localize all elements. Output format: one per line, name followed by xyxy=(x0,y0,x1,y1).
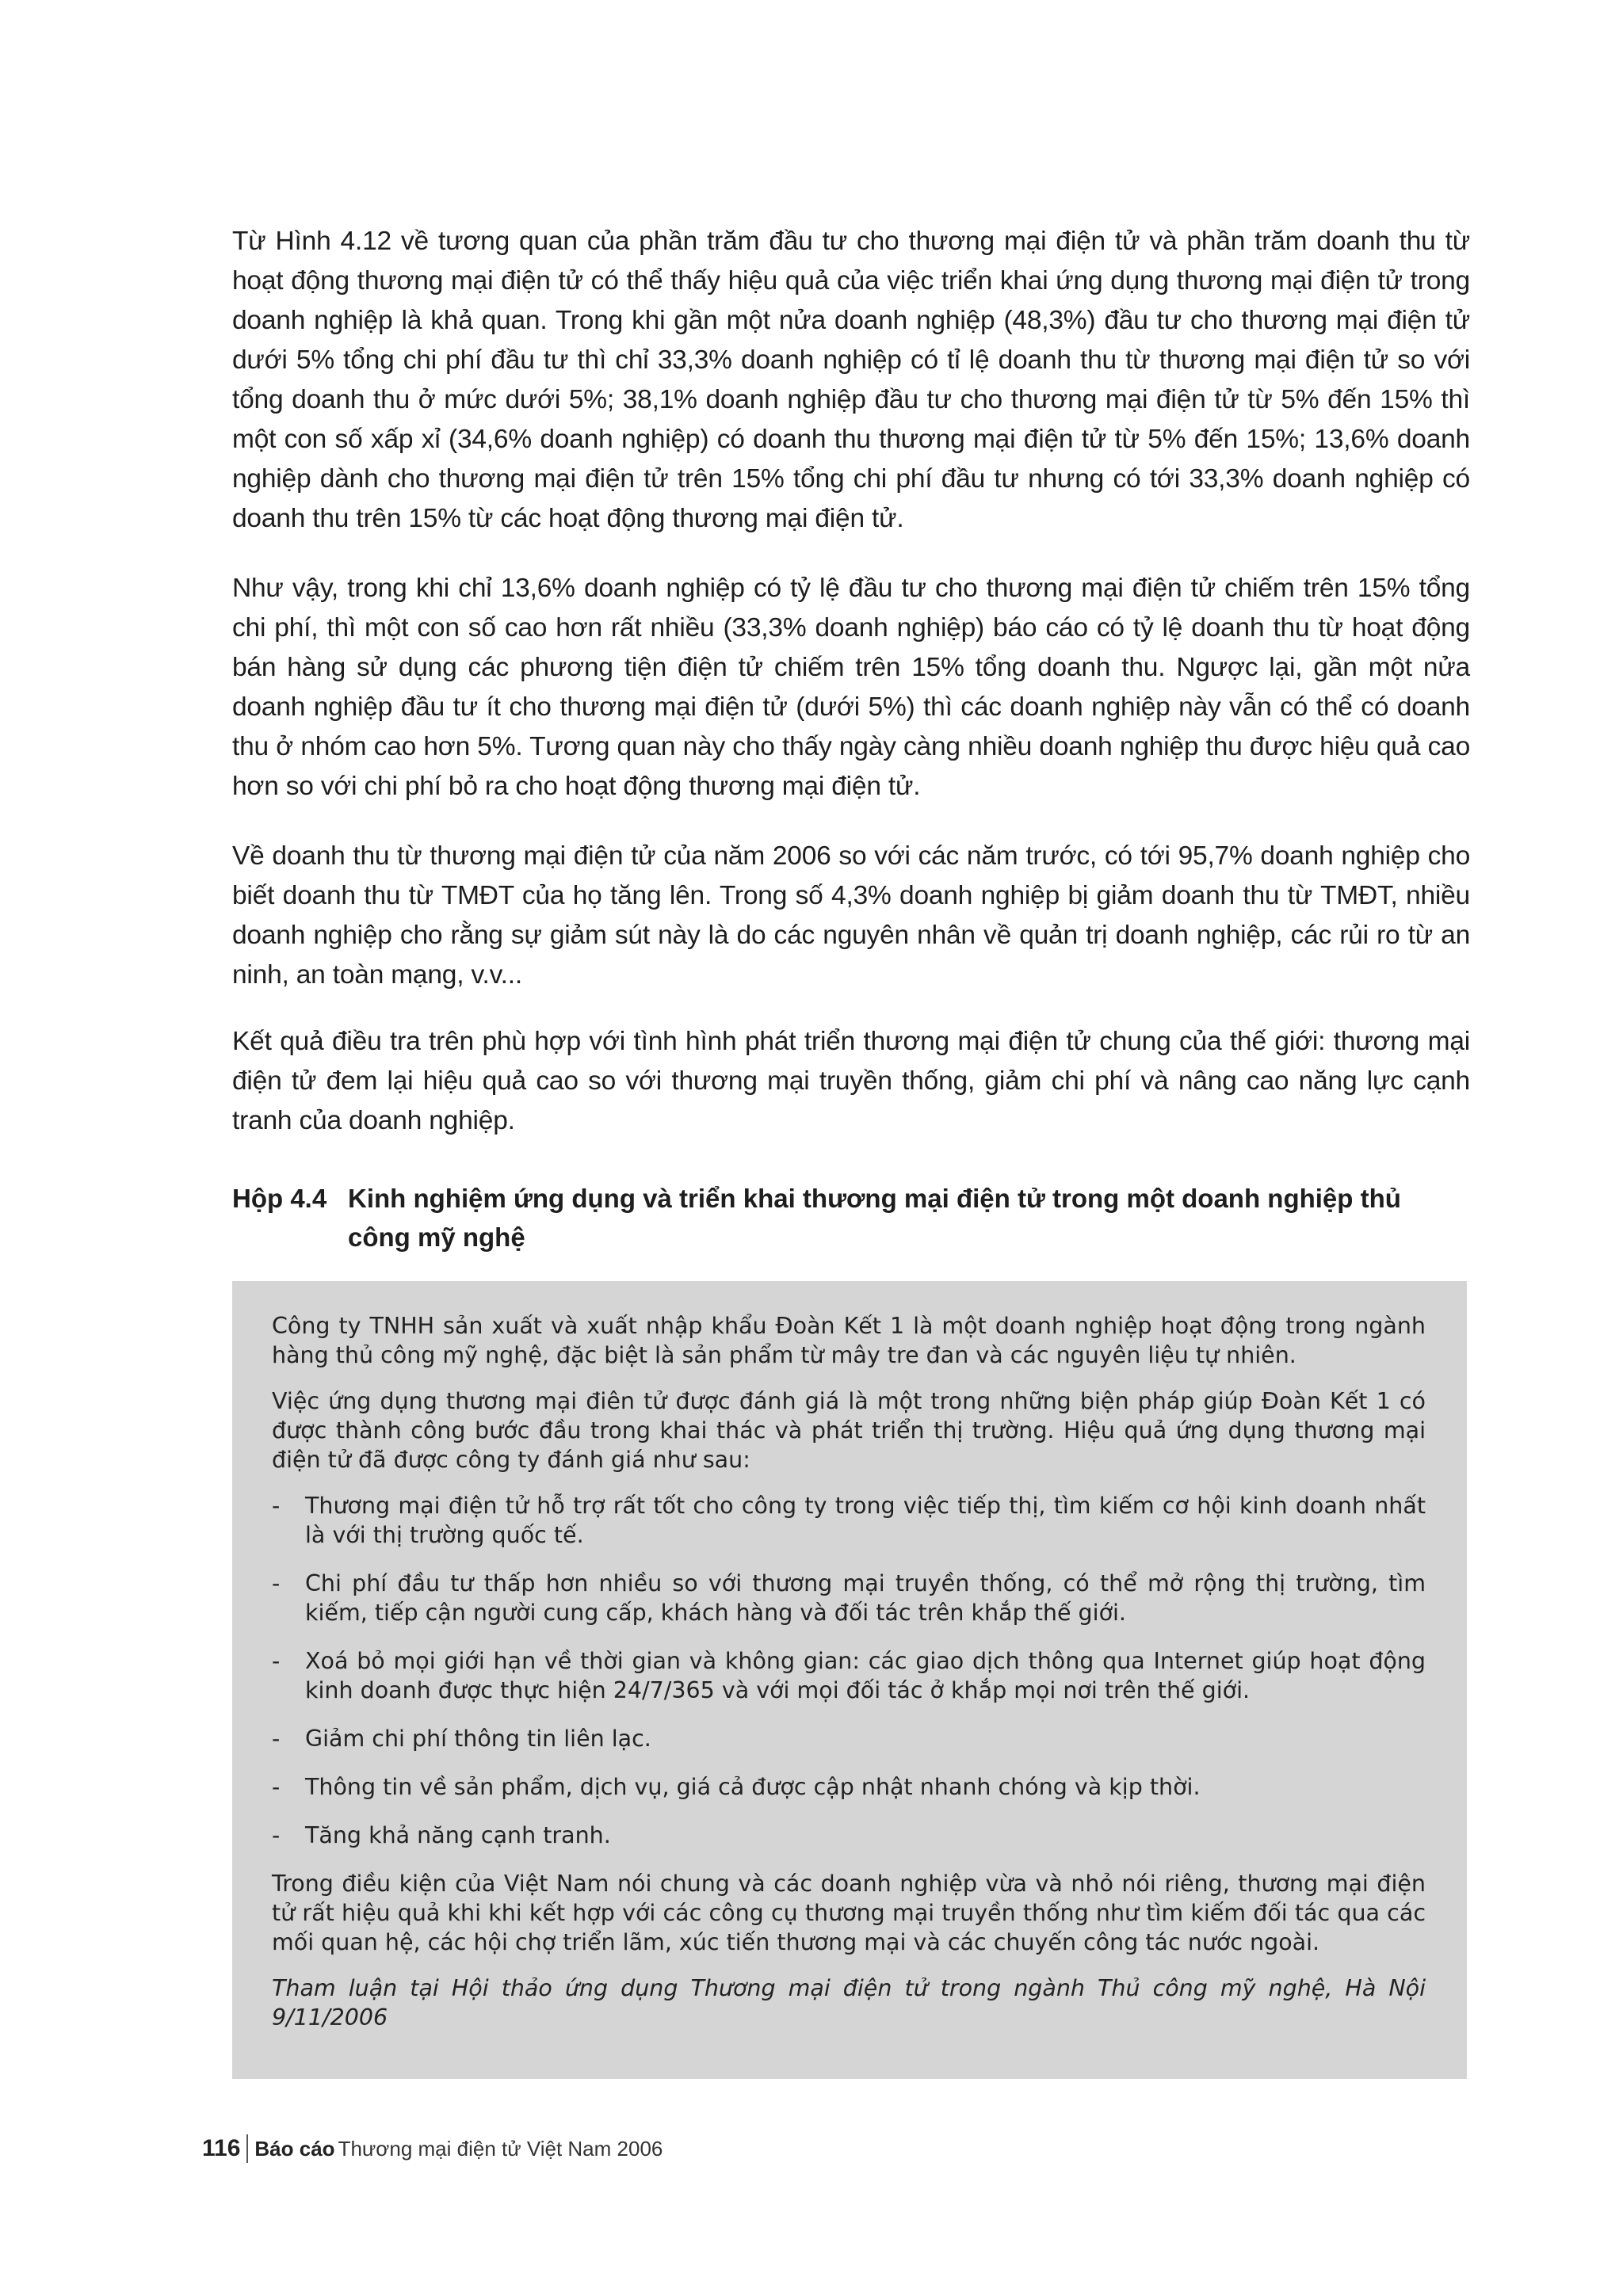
list-item xyxy=(272,1724,1426,1753)
footer-divider xyxy=(246,2134,248,2163)
body-paragraph: Kết quả điều tra trên phù hợp với tình hình phát triển thương mại điện tử chung của thế giới: thương mại điện tử đem lại hiệu quả cao so với thương mại truyền thống, giảm chi phí và nâng cao năng lực cạnh tranh của doanh nghiệp. xyxy=(232,1027,1470,1135)
footer-report-title: Thương mại điện tử Việt Nam 2006 xyxy=(338,2136,663,2161)
box-conclusion: Trong điều kiện của Việt Nam nói chung và các doanh nghiệp vừa và nhỏ nói riêng, thương mại điện tử rất hiệu quả khi khi kết hợp với các công cụ thương mại truyền thống như tìm kiếm đối tác qua các mối quan hệ, các hội chợ triển lãm, xúc tiến thương mại và các chuyến công tác nước ngoài. xyxy=(272,1871,1426,1955)
list-item xyxy=(272,1491,1426,1550)
list-item-text: Tăng khả năng cạnh tranh. xyxy=(305,1822,611,1848)
list-item xyxy=(272,1646,1426,1705)
case-study-content xyxy=(272,1311,1426,2032)
list-item xyxy=(272,1569,1426,1627)
body-paragraph: Từ Hình 4.12 về tương quan của phần trăm đầu tư cho thương mại điện tử và phần trăm doanh thu từ hoạt động thương mại điện tử có thể thấy hiệu quả của việc triển khai ứng dụng thương mại điện tử trong doanh nghiệp là khả quan. Trong khi gần một nửa doanh nghiệp (48,3%) đầu tư cho thương mại điện tử dưới 5% tổng chi phí đầu tư thì chỉ 33,3% doanh nghiệp có tỉ lệ doanh thu từ thương mại điện tử so với tổng doanh thu ở mức dưới 5%; 38,1% doanh nghiệp đầu tư cho thương mại điện tử từ 5% đến 15% thì một con số xấp xỉ (34,6% doanh nghiệp) có doanh thu thương mại điện tử từ 5% đến 15%; 13,6% doanh nghiệp dành cho thương mại điện tử trên 15% tổng chi phí đầu tư nhưng có tới 33,3% doanh nghiệp có doanh thu trên 15% từ các hoạt động thương mại điện tử. xyxy=(232,227,1470,533)
benefits-list xyxy=(272,1491,1426,1850)
case-study-box xyxy=(232,1281,1467,2079)
list-item-text: Thông tin về sản phẩm, dịch vụ, giá cả được cập nhật nhanh chóng và kịp thời. xyxy=(305,1774,1201,1800)
list-item xyxy=(272,1772,1426,1802)
box-title: Kinh nghiệm ứng dụng và triển khai thương mại điện tử trong một doanh nghiệp thủ công mỹ nghệ xyxy=(348,1184,1401,1252)
list-item-text: Chi phí đầu tư thấp hơn nhiều so với thương mại truyền thống, có thể mở rộng thị trường, tìm kiếm, tiếp cận người cung cấp, khách hàng và đối tác trên khắp thế giới. xyxy=(305,1570,1426,1626)
bullet-dash: - xyxy=(272,1726,281,1752)
list-item-text: Thương mại điện tử hỗ trợ rất tốt cho công ty trong việc tiếp thị, tìm kiếm cơ hội kinh doanh nhất là với thị trường quốc tế. xyxy=(305,1493,1426,1548)
body-paragraph: Như vậy, trong khi chỉ 13,6% doanh nghiệp có tỷ lệ đầu tư cho thương mại điện tử chiếm trên 15% tổng chi phí, thì một con số cao hơn rất nhiều (33,3% doanh nghiệp) báo cáo có tỷ lệ doanh thu từ hoạt động bán hàng sử dụng các phương tiện điện tử chiếm trên 15% tổng doanh thu. Ngược lại, gần một nửa doanh nghiệp đầu tư ít cho thương mại điện tử (dưới 5%) thì các doanh nghiệp này vẫn có thể có doanh thu ở nhóm cao hơn 5%. Tương quan này cho thấy ngày càng nhiều doanh nghiệp thu được hiệu quả cao hơn so với chi phí bỏ ra cho hoạt động thương mại điện tử. xyxy=(232,574,1470,801)
list-item-text: Giảm chi phí thông tin liên lạc. xyxy=(305,1726,651,1752)
bullet-dash: - xyxy=(272,1493,281,1519)
page-number: 116 xyxy=(202,2135,241,2161)
body-paragraph: Về doanh thu từ thương mại điện tử của năm 2006 so với các năm trước, có tới 95,7% doanh nghiệp cho biết doanh thu từ TMĐT của họ tăng lên. Trong số 4,3% doanh nghiệp bị giảm doanh thu từ TMĐT, nhiều doanh nghiệp cho rằng sự giảm sút này là do các nguyên nhân về quản trị doanh nghiệp, các rủi ro từ an ninh, an toàn mạng, v.v... xyxy=(232,841,1470,990)
list-item xyxy=(272,1821,1426,1850)
box-label: Hộp 4.4 xyxy=(232,1184,327,1213)
page-footer xyxy=(202,2131,663,2166)
bullet-dash: - xyxy=(272,1648,281,1674)
bullet-dash: - xyxy=(272,1822,281,1848)
list-item-text: Xoá bỏ mọi giới hạn về thời gian và không gian: các giao dịch thông qua Internet giúp hoạt động kinh doanh được thực hiện 24/7/365 và với mọi đối tác ở khắp mọi nơi trên thế giới. xyxy=(305,1648,1426,1703)
bullet-dash: - xyxy=(272,1774,281,1800)
box-source-citation: Tham luận tại Hội thảo ứng dụng Thương mại điện tử trong ngành Thủ công mỹ nghệ, Hà Nội 9/11/2006 xyxy=(272,1975,1426,2031)
box-intro-paragraph: Việc ứng dụng thương mại điên tử được đánh giá là một trong những biện pháp giúp Đoàn Kết 1 có được thành công bước đầu trong khai thác và phát triển thị trường. Hiệu quả ứng dụng thương mại điện tử đã được công ty đánh giá như sau: xyxy=(272,1388,1426,1473)
bullet-dash: - xyxy=(272,1570,281,1596)
box-intro-paragraph: Công ty TNHH sản xuất và xuất nhập khẩu Đoàn Kết 1 là một doanh nghiệp hoạt động trong ngành hàng thủ công mỹ nghệ, đặc biệt là sản phẩm từ mây tre đan và các nguyên liệu tự nhiên. xyxy=(272,1313,1426,1368)
footer-report-label: Báo cáo xyxy=(254,2136,335,2161)
